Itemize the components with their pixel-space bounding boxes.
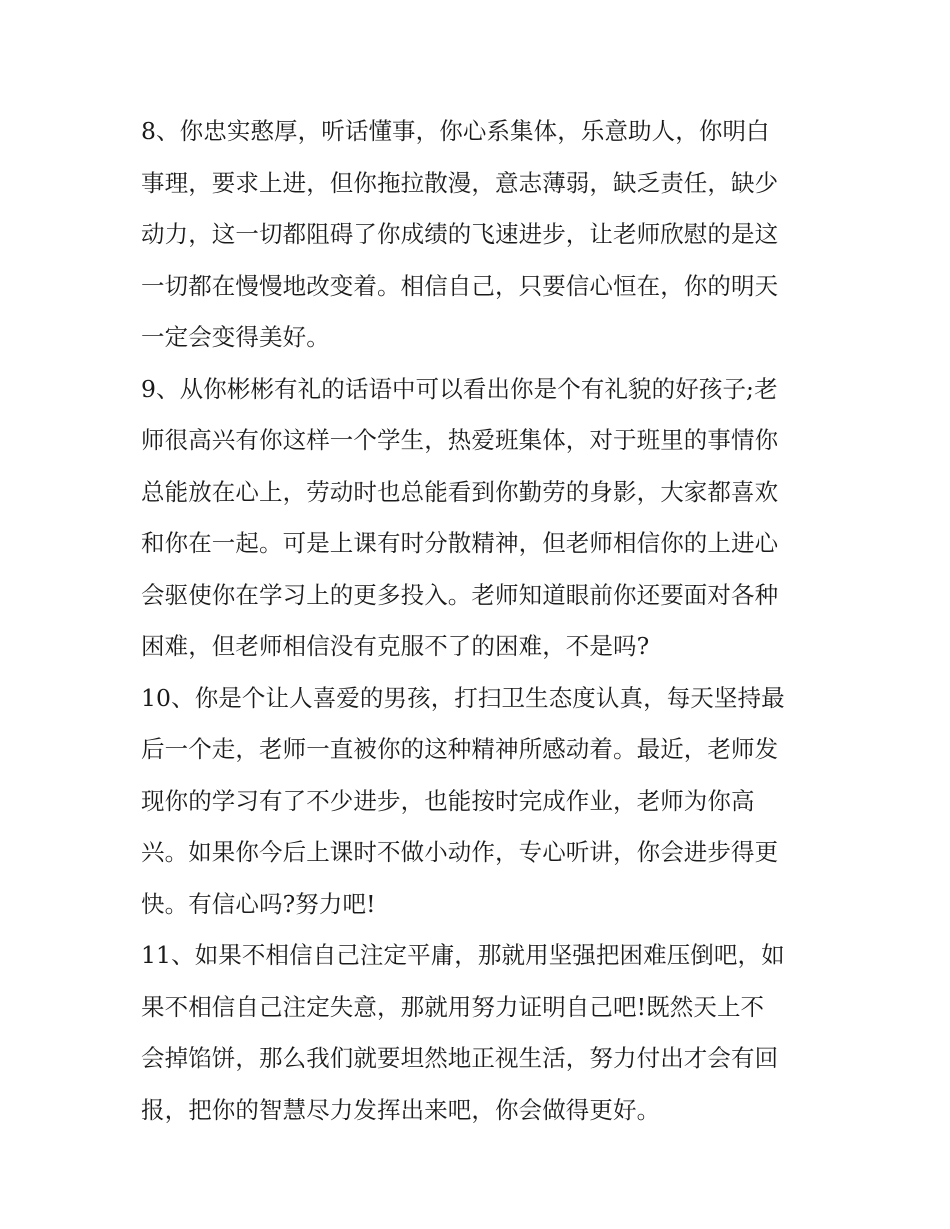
text-line: 快。有信心吗?努力吧!: [141, 889, 376, 918]
text-line: 会驱使你在学习上的更多投入。老师知道眼前你还要面对各种: [141, 580, 779, 609]
text-line: 师很高兴有你这样一个学生，热爱班集体，对于班里的事情你: [141, 426, 779, 454]
text-line: 一定会变得美好。: [141, 323, 330, 351]
text-line: 报，把你的智慧尽力发挥出来吧，你会做得更好。: [141, 1095, 661, 1124]
text-line: 和你在一起。可是上课有时分散精神，但老师相信你的上进心: [141, 529, 779, 557]
text-line: 动力，这一切都阻碍了你成绩的飞速进步，让老师欣慰的是这: [141, 220, 779, 248]
comment-paragraph-9: [141, 364, 813, 673]
text-line: 9、从你彬彬有礼的话语中可以看出你是个有礼貌的好孩子;老: [141, 374, 778, 403]
text-line: 11、如果不相信自己注定平庸，那就用坚强把困难压倒吧，如: [141, 941, 785, 969]
text-line: 总能放在心上，劳动时也总能看到你勤劳的身影，大家都喜欢: [141, 477, 779, 506]
document-body: [141, 106, 813, 1136]
comment-paragraph-10: [141, 673, 813, 931]
comment-paragraph-8: [141, 106, 813, 364]
text-line: 8、你忠实憨厚，听话懂事，你心系集体，乐意助人，你明白: [141, 117, 770, 145]
text-line: 果不相信自己注定失意，那就用努力证明自己吧!既然天上不: [141, 992, 765, 1021]
text-line: 会掉馅饼，那么我们就要坦然地正视生活，努力付出才会有回: [141, 1044, 779, 1072]
text-line: 事理，要求上进，但你拖拉散漫，意志薄弱，缺乏责任，缺少: [141, 168, 779, 197]
text-line: 兴。如果你今后上课时不做小动作，专心听讲，你会进步得更: [141, 838, 779, 866]
text-line: 一切都在慢慢地改变着。相信自己，只要信心恒在，你的明天: [141, 271, 779, 300]
text-line: 现你的学习有了不少进步，也能按时完成作业，老师为你高: [141, 786, 755, 815]
comment-paragraph-11: [141, 930, 813, 1136]
text-line: 困难，但老师相信没有克服不了的困难，不是吗?: [141, 632, 650, 660]
text-line: 10、你是个让人喜爱的男孩，打扫卫生态度认真，每天坚持最: [141, 683, 785, 712]
text-line: 后一个走，老师一直被你的这种精神所感动着。最近，老师发: [141, 735, 779, 763]
